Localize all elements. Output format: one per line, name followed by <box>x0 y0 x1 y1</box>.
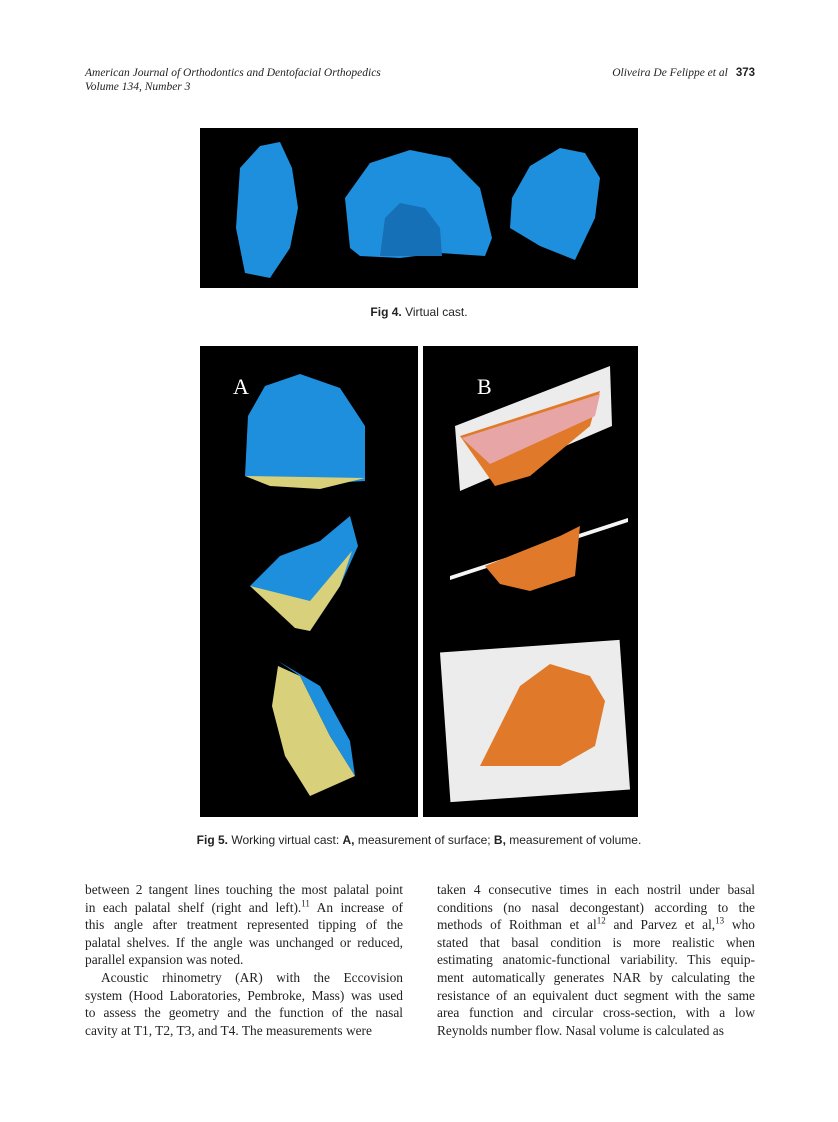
body-text-left-column <box>85 881 403 1039</box>
text-span: stated that basal condition is more realistic when <box>437 934 755 950</box>
journal-volume: Volume 134, Number 3 <box>85 81 191 93</box>
text-span: resistance of an equivalent duct segment with the same <box>437 987 755 1003</box>
running-header-left <box>85 66 381 94</box>
figure-5-label: Fig 5. <box>196 833 229 847</box>
text-line <box>85 899 403 917</box>
text-span: cavity at T1, T2, T3, and T4. The measurements were <box>85 1022 372 1038</box>
figure-4-caption <box>0 305 838 319</box>
text-span: and Parvez et al, <box>605 917 716 933</box>
text-span: area function and circular cross-section, with a low <box>437 1005 755 1021</box>
text-line <box>85 881 403 899</box>
text-line <box>437 951 755 969</box>
figure-4-caption-text: Virtual cast. <box>405 305 468 319</box>
body-text-right-column <box>437 881 755 1039</box>
caption-text: Working virtual cast: <box>231 833 343 847</box>
text-line <box>437 934 755 952</box>
text-span: conditions (no nasal decongestant) according to the <box>437 899 755 915</box>
figure-5-working-virtual-cast-image <box>200 346 638 817</box>
journal-title: American Journal of Orthodontics and Dentofacial Orthopedics <box>85 67 381 79</box>
text-span: in each palatal shelf (right and left). <box>85 899 302 915</box>
citation-superscript: 13 <box>715 915 725 926</box>
panel-a-label: A <box>233 374 249 399</box>
figure-4-label: Fig 4. <box>370 305 402 319</box>
text-line <box>85 969 403 987</box>
figure-5-caption <box>0 833 838 847</box>
text-line <box>85 1022 403 1040</box>
text-line <box>85 934 403 952</box>
figure-4-virtual-cast-image <box>200 128 638 288</box>
text-line <box>85 1004 403 1022</box>
text-span: palatal shelves. If the angle was unchanged or reduced, <box>85 934 403 950</box>
text-line <box>437 1004 755 1022</box>
text-span: between 2 tangent lines touching the most palatal point <box>85 882 403 897</box>
text-span: to assess the geometry and the function of the nasal <box>85 1005 403 1021</box>
text-line <box>437 987 755 1005</box>
page-number: 373 <box>735 67 755 79</box>
text-line <box>437 881 755 899</box>
caption-text: measurement of surface; <box>354 833 494 847</box>
text-span: Acoustic rhinometry (AR) with the Eccovision <box>101 969 403 985</box>
text-span: who <box>724 917 755 933</box>
citation-superscript: 12 <box>596 915 606 926</box>
text-span: taken 4 consecutive times in each nostril under basal <box>437 882 755 897</box>
caption-text: measurement of volume. <box>505 833 642 847</box>
caption-a: A, <box>342 833 355 847</box>
caption-b: B, <box>493 833 506 847</box>
text-line <box>437 1022 755 1040</box>
text-line <box>85 916 403 934</box>
running-header-right <box>612 66 755 80</box>
text-line <box>437 969 755 987</box>
text-span: parallel expansion was noted. <box>85 952 244 968</box>
text-line <box>437 899 755 917</box>
panel-b-label: B <box>477 374 492 399</box>
text-span: estimating anatomic-functional variability. This equip- <box>437 952 755 968</box>
text-line <box>85 951 403 969</box>
text-span: ment automatically generates NAR by calculating the <box>437 969 755 985</box>
text-span: this angle after treatment represented tipping of the <box>85 917 403 933</box>
text-line <box>85 987 403 1005</box>
text-span: Reynolds number flow. Nasal volume is calculated as <box>437 1022 724 1038</box>
citation-superscript: 11 <box>301 898 310 909</box>
text-span: An increase of <box>309 899 403 915</box>
text-span: system (Hood Laboratories, Pembroke, Mass) was used <box>85 987 403 1003</box>
text-span: methods of Roithman et al <box>437 917 597 933</box>
text-line <box>437 916 755 934</box>
authors: Oliveira De Felippe et al <box>612 67 728 79</box>
